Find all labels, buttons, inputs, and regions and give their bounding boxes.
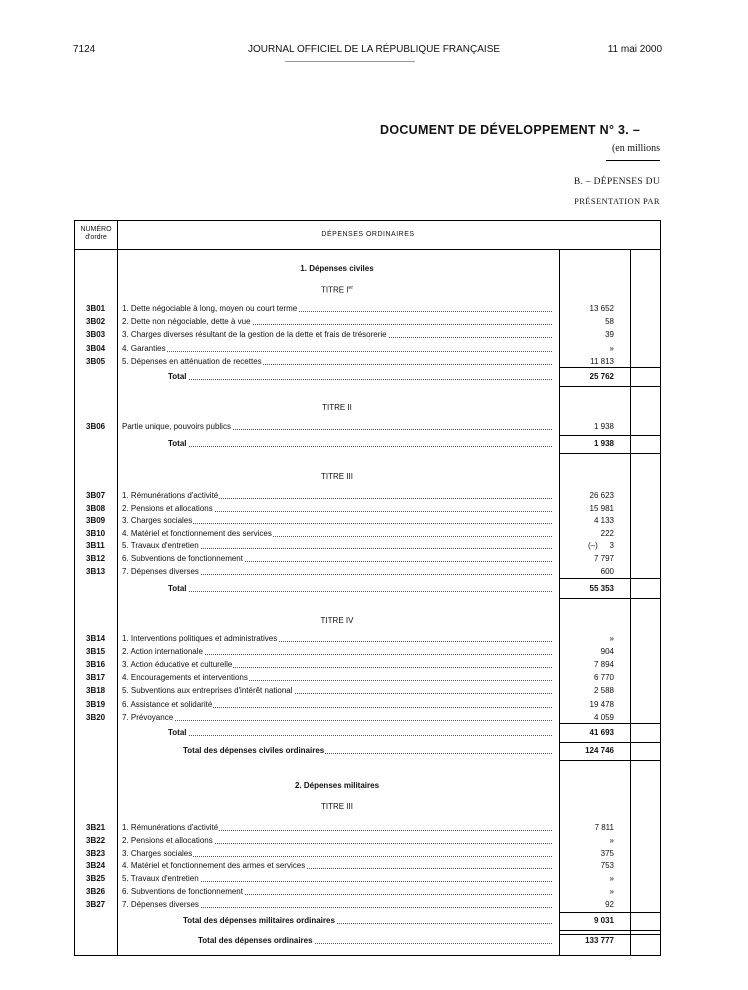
military-total-label: Total des dépenses militaires ordinaires (183, 916, 552, 926)
titre1-row-value: » (609, 343, 614, 353)
header-rule (285, 61, 415, 62)
titre3-row-label: 4. Matériel et fonctionnement des services (122, 529, 552, 539)
titre1-rule-top (560, 367, 660, 368)
publication-date: 11 mai 2000 (607, 44, 662, 55)
titre3-row-value: 3 (609, 541, 614, 551)
titre4-row-label: 5. Subventions aux entreprises d'intérêt national (122, 686, 552, 696)
military-rule-top (560, 912, 660, 913)
titre4-row-value: 7 894 (593, 660, 614, 670)
titre4-row-code: 3B18 (86, 686, 106, 696)
titre2-row-value: 1 938 (593, 422, 614, 431)
unit-rule (606, 160, 660, 161)
section-subtitle: B. – DÉPENSES DU (573, 177, 660, 187)
military-row-label: 1. Rémunérations d'activité (122, 823, 552, 833)
military-rule-bottom (560, 930, 660, 931)
civil-total-label: Total des dépenses civiles ordinaires (183, 746, 552, 756)
military-row-code: 3B27 (86, 899, 106, 909)
military-row-value: » (609, 887, 614, 896)
titre4-row-code: 3B15 (86, 647, 106, 657)
titre4-row-label: 6. Assistance et solidarité (122, 700, 552, 710)
titre4-row-code: 3B16 (86, 660, 106, 670)
titre4-row-value: 4 059 (593, 712, 614, 722)
titre4-row-code: 3B19 (86, 699, 106, 709)
titre4-row-code: 3B20 (86, 712, 106, 722)
military-row-value: 7 811 (594, 823, 614, 832)
titre3-row-value: 15 981 (589, 503, 614, 513)
titre3-row-label: 2. Pensions et allocations (122, 504, 552, 514)
titre3-row-label: 3. Charges sociales (122, 516, 552, 526)
titre1-row-value: 11 813 (590, 356, 614, 366)
journal-title: JOURNAL OFFICIEL DE LA RÉPUBLIQUE FRANÇAISE (247, 44, 501, 55)
titre1-total-value: 25 762 (589, 372, 614, 381)
titre1-row-value: 13 652 (589, 304, 614, 313)
military-row-value: » (609, 874, 614, 884)
military-row-label: 2. Pensions et allocations (122, 836, 552, 846)
titre1-row-label: 1. Dette négociable à long, moyen ou court terme (122, 304, 552, 314)
titre1-row-label: 4. Garanties (122, 344, 552, 354)
titre4-row-value: 19 478 (589, 699, 614, 709)
titre3-row-value: 222 (600, 528, 614, 538)
military-row-value: 375 (600, 848, 614, 858)
titre4-total-label: Total (168, 728, 552, 738)
code-column-divider (117, 220, 118, 956)
military-row-code: 3B21 (86, 823, 106, 832)
titre4-row-label: 7. Prévoyance (122, 713, 552, 723)
titre3-row-code: 3B10 (86, 528, 106, 538)
military-row-code: 3B22 (86, 835, 106, 845)
military-total-value: 9 031 (593, 916, 614, 925)
titre3-row-code: 3B09 (86, 516, 106, 526)
titre4-row-value: » (609, 634, 614, 643)
titre4-row-value: 904 (600, 647, 614, 657)
document-title: DOCUMENT DE DÉVELOPPEMENT N° 3. – (380, 123, 641, 137)
titre1-rule-bottom (560, 386, 660, 387)
unit-note: (en millions (611, 143, 660, 154)
military-row-value: » (609, 835, 614, 845)
titre3-row-value: 7 797 (593, 554, 614, 563)
titre4-row-value: 2 588 (593, 686, 614, 696)
titre2-rule-bottom (560, 453, 660, 454)
civil-heading: 1. Dépenses civiles (300, 264, 374, 273)
titre2-row-code: 3B06 (86, 422, 106, 431)
military-row-label: 3. Charges sociales (122, 849, 552, 859)
military-row-code: 3B26 (86, 887, 106, 896)
military-row-label: 7. Dépenses diverses (122, 900, 552, 910)
titre3-row-code: 3B12 (86, 554, 106, 563)
military-row-code: 3B24 (86, 861, 106, 871)
titre1-row-value: 39 (605, 330, 614, 340)
titre1-row-label: 2. Dette non négociable, dette à vue (122, 317, 552, 327)
titre2-rule-top (560, 435, 660, 436)
titre3-row-label: 6. Subventions de fonctionnement (122, 554, 552, 564)
titre3-row-code: 3B11 (86, 541, 105, 551)
titre2-total-label: Total (168, 439, 552, 449)
grand-total-label: Total des dépenses ordinaires (198, 936, 552, 946)
titre4-row-label: 1. Interventions politiques et administratives (122, 634, 552, 644)
titre4-row-code: 3B14 (86, 634, 106, 643)
military-titre-3-heading: TITRE III (321, 802, 353, 811)
titre3-row-label: 1. Rémunérations d'activité (122, 491, 552, 501)
military-row-value: 753 (600, 861, 614, 871)
titre3-total-label: Total (168, 584, 552, 594)
grand-total-rule (560, 934, 660, 935)
titre-1-heading: TITRE Ier (320, 285, 353, 295)
titre3-rule-top (560, 578, 660, 579)
titre2-total-value: 1 938 (593, 439, 614, 448)
titre4-row-value: 6 770 (593, 673, 614, 683)
column-header-order: d'ordre (85, 234, 107, 241)
titre3-row-prefix: (–) (588, 541, 598, 551)
titre1-total-label: Total (168, 372, 552, 382)
titre3-row-code: 3B08 (86, 503, 106, 513)
military-row-code: 3B25 (86, 874, 106, 884)
titre1-row-value: 58 (605, 317, 614, 327)
military-row-code: 3B23 (86, 848, 106, 858)
titre4-row-label: 3. Action éducative et culturelle (122, 660, 552, 670)
civil-total-rule (560, 760, 660, 761)
titre3-row-value: 4 133 (593, 516, 614, 526)
military-heading: 2. Dépenses militaires (294, 781, 380, 790)
titre2-row-label: Partie unique, pouvoirs publics (122, 422, 552, 432)
titre1-row-code: 3B04 (86, 343, 106, 353)
value-column-divider-right (630, 250, 631, 956)
titre3-row-value: 600 (600, 566, 614, 576)
titre4-total-value: 41 693 (589, 728, 614, 737)
titre3-total-value: 55 353 (589, 584, 614, 593)
titre-2-heading: TITRE II (322, 403, 352, 412)
civil-total-value: 124 746 (585, 746, 614, 755)
titre3-row-label: 5. Travaux d'entretien (122, 541, 552, 551)
titre-4-heading: TITRE IV (320, 616, 354, 625)
titre1-row-label: 5. Dépenses en atténuation de recettes (122, 357, 552, 367)
titre3-row-label: 7. Dépenses diverses (122, 567, 552, 577)
military-row-label: 4. Matériel et fonctionnement des armes et services (122, 861, 552, 871)
column-header-number: NUMÉRO (80, 226, 112, 233)
titre1-row-code: 3B03 (86, 330, 106, 340)
titre4-rule-bottom (560, 742, 660, 743)
table-header (74, 220, 661, 250)
titre1-row-code: 3B02 (86, 317, 106, 327)
page-number: 7124 (73, 44, 96, 55)
titre4-row-label: 2. Action internationale (122, 647, 552, 657)
military-row-value: 92 (605, 899, 614, 909)
titre3-row-code: 3B07 (86, 491, 106, 500)
titre3-row-code: 3B13 (86, 566, 106, 576)
grand-total-value: 133 777 (585, 936, 614, 945)
titre4-row-label: 4. Encouragements et interventions (122, 673, 552, 683)
column-header-description: DÉPENSES ORDINAIRES (321, 231, 415, 238)
titre1-row-label: 3. Charges diverses résultant de la gestion de la dette et frais de trésorerie (122, 330, 552, 340)
titre4-row-code: 3B17 (86, 673, 106, 683)
military-row-label: 5. Travaux d'entretien (122, 874, 552, 884)
presentation-subtitle: PRÉSENTATION PAR (574, 196, 660, 206)
titre3-row-value: 26 623 (589, 491, 614, 500)
military-row-label: 6. Subventions de fonctionnement (122, 887, 552, 897)
titre4-rule-top (560, 723, 660, 724)
titre3-rule-bottom (560, 598, 660, 599)
titre1-row-code: 3B05 (86, 356, 106, 366)
titre1-row-code: 3B01 (86, 304, 106, 313)
titre-3-heading: TITRE III (321, 472, 353, 481)
